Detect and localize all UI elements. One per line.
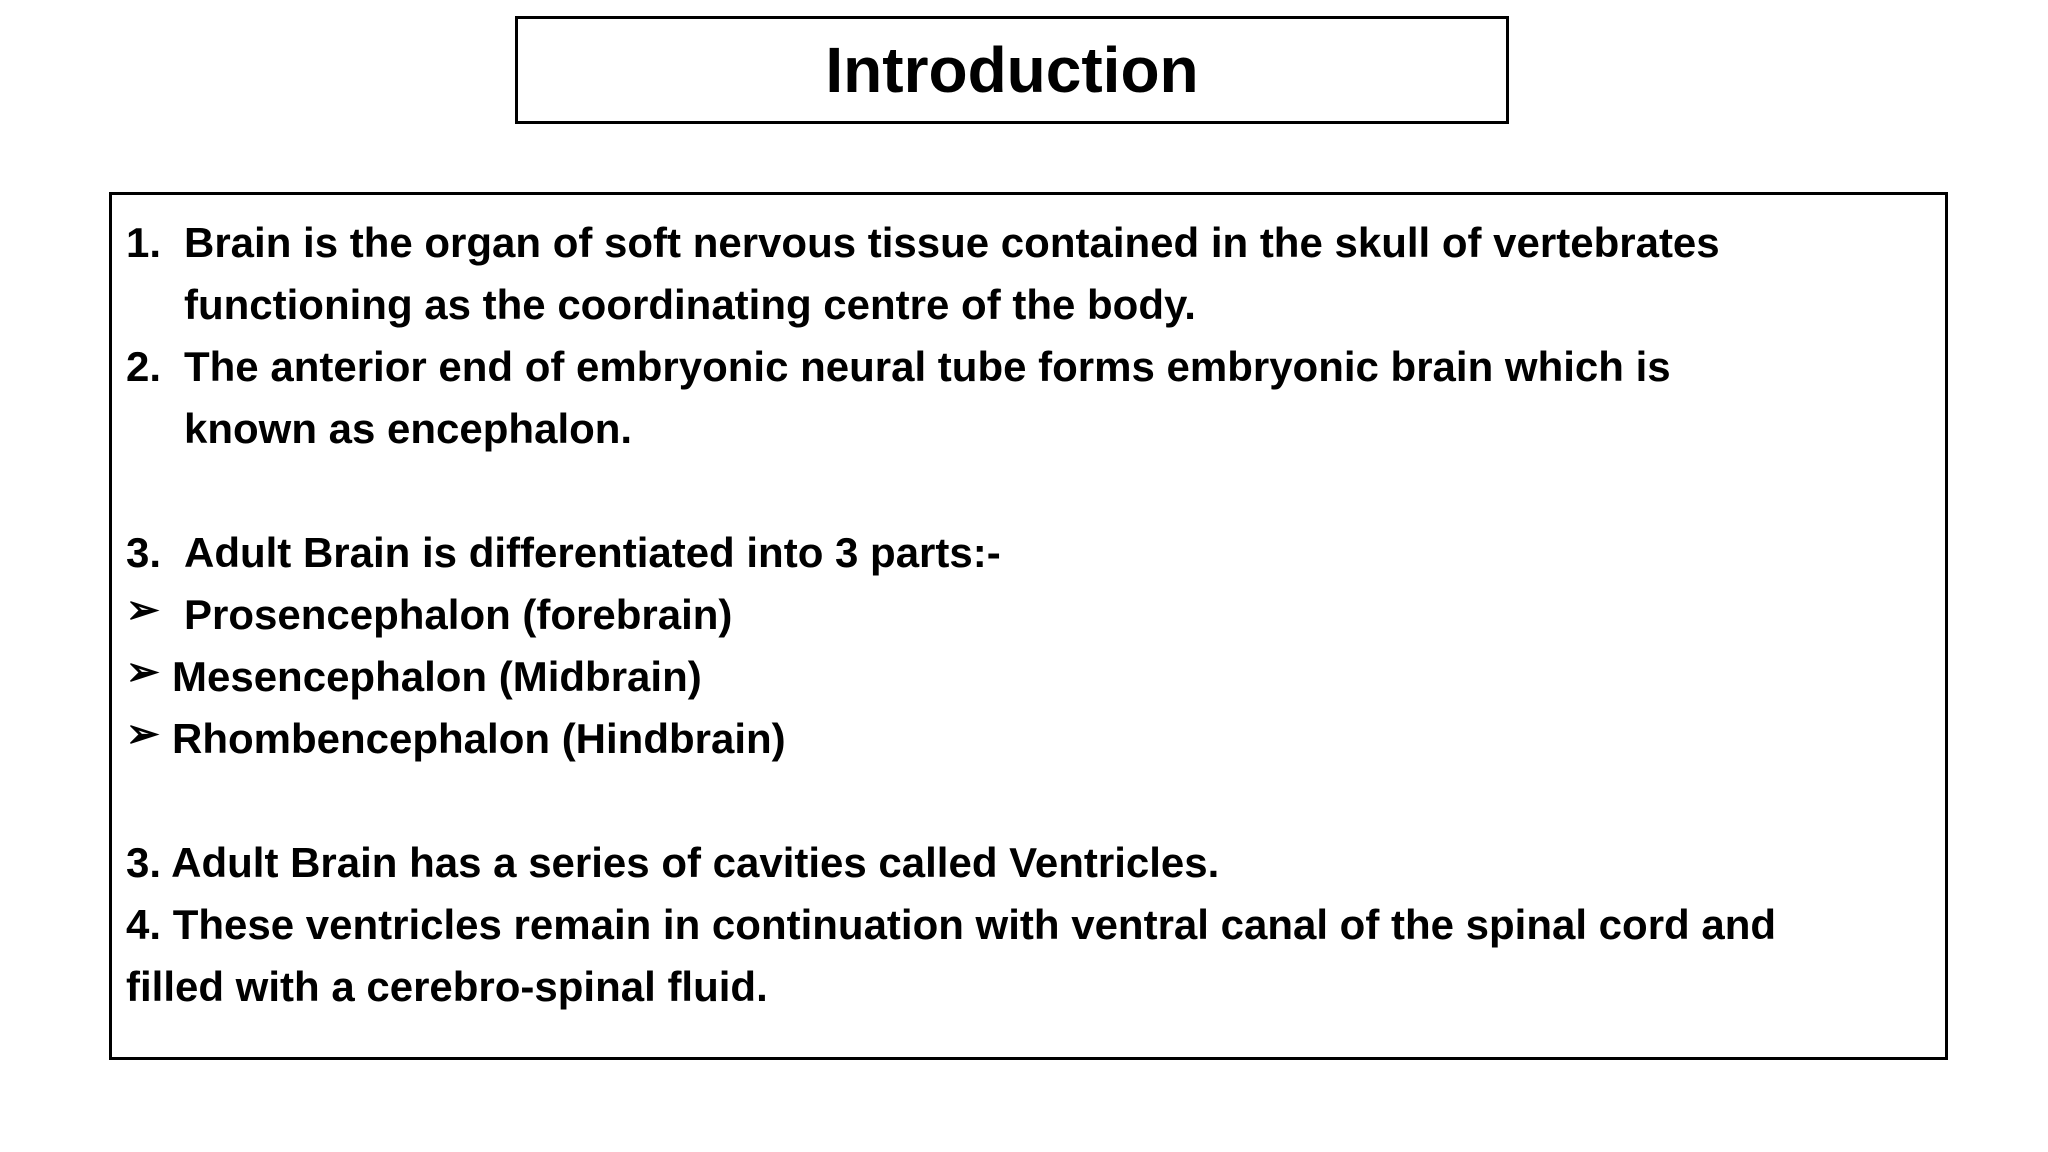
content-text xyxy=(126,212,1945,1018)
slide-title: Introduction xyxy=(825,34,1199,106)
list-item-line: functioning as the coordinating centre of the body. xyxy=(184,281,1196,328)
list-item-3 xyxy=(126,522,1945,584)
closing-line-1: 3. Adult Brain has a series of cavities called Ventricles. xyxy=(126,839,1220,886)
bullet-text: Mesencephalon (Midbrain) xyxy=(172,653,702,700)
arrowhead-bullet-icon: ➢ xyxy=(126,650,160,694)
list-item-1-continuation xyxy=(126,274,1945,336)
list-number: 2. xyxy=(126,343,162,390)
list-number: 3. xyxy=(126,529,162,576)
list-number: 1. xyxy=(126,219,162,266)
closing-line-2: 4. These ventricles remain in continuation with ventral canal of the spinal cord and xyxy=(126,901,1777,948)
spacer xyxy=(126,770,1945,832)
list-item-2 xyxy=(126,336,1945,398)
bullet-item-1 xyxy=(126,584,1945,646)
list-item-2-continuation xyxy=(126,398,1945,460)
bullet-text: Prosencephalon (forebrain) xyxy=(184,591,733,638)
list-item-line: Brain is the organ of soft nervous tissue contained in the skull of vertebrates xyxy=(184,219,1720,266)
bullet-item-2 xyxy=(126,646,1945,708)
list-item-line: Adult Brain is differentiated into 3 parts:- xyxy=(184,529,1001,576)
list-item-line: The anterior end of embryonic neural tube forms embryonic brain which is xyxy=(184,343,1671,390)
arrowhead-bullet-icon: ➢ xyxy=(126,588,160,632)
spacer xyxy=(126,460,1945,522)
title-box xyxy=(515,16,1509,124)
content-box xyxy=(109,192,1948,1060)
bullet-item-3 xyxy=(126,708,1945,770)
list-item-line: known as encephalon. xyxy=(184,405,633,452)
list-item-1 xyxy=(126,212,1945,274)
arrowhead-bullet-icon: ➢ xyxy=(126,712,160,756)
closing-line-3: filled with a cerebro-spinal fluid. xyxy=(126,963,768,1010)
bullet-text: Rhombencephalon (Hindbrain) xyxy=(172,715,786,762)
